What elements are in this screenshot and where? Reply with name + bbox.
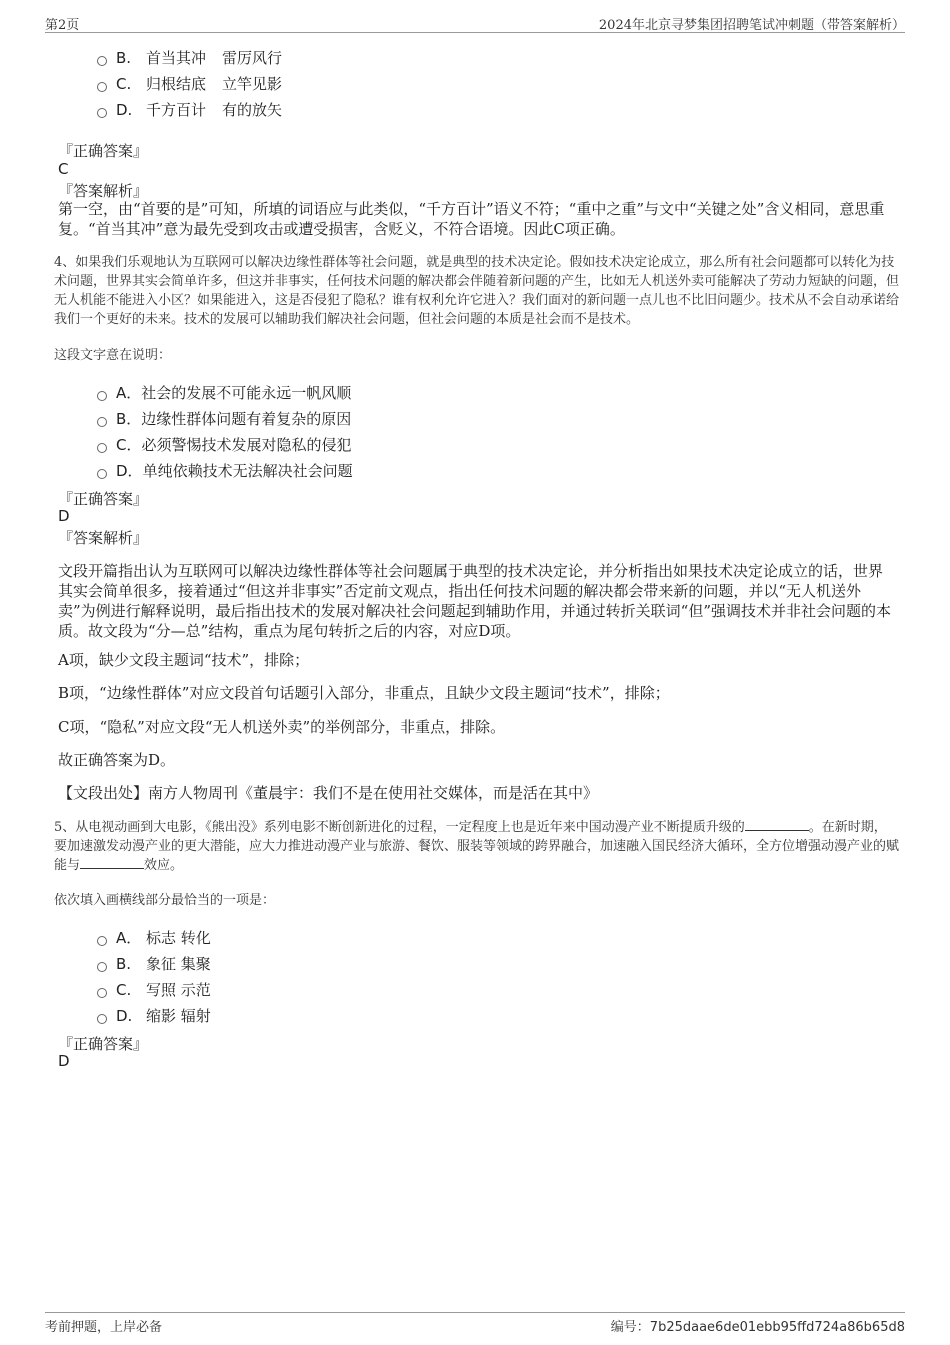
option-item[interactable]: A．社会的发展不可能永远一帆风顺 — [97, 382, 351, 403]
answer-value: C — [58, 160, 69, 178]
radio-icon[interactable] — [97, 108, 107, 118]
option-item[interactable]: C. 归根结底 立竿见影 — [97, 73, 282, 94]
option-item[interactable]: C. 写照 示范 — [97, 979, 211, 1000]
fill-blank — [80, 856, 144, 869]
answer-label: 『正确答案』 — [58, 142, 149, 160]
question-stem: 4、如果我们乐观地认为互联网可以解决边缘性群体等社会问题，就是典型的技术决定论。假如技术决定论成立，那么所有社会问题都可以转化为技术问题，世界其实会简单许多，但这并非事实，任何技术问题的解决都会伴随着新问题的产生，比如无人机送外卖可能解决了劳动力短缺的问题，但无人机能不能进入小区？如果能进入，这是否侵犯了隐私？谁有权利允许它进入？我们面对的新问题一点儿也不比旧问题少。技术从不会自动承诺给我们一个更好的未来。技术的发展可以辅助我们解决社会问题，但社会问题的本质是社会而不是技术。 — [54, 255, 900, 327]
radio-icon[interactable] — [97, 936, 107, 946]
analysis-paragraph: 文段开篇指出认为互联网可以解决边缘性群体等社会问题属于典型的技术决定论，并分析指出如果技术决定论成立的话，世界其实会简单很多，接着通过“但这并非事实”否定前文观点，指出任何技术问题的解决都会带来新的问题，并以“无人机送外卖”为例进行解释说明，最后指出技术的发展对解决社会问题起到辅助作用，并通过转折关联词“但”强调技术并非社会问题的本质。故文段为“分—总”结构，重点为尾句转折之后的内容，对应D项。 — [58, 562, 892, 640]
radio-icon[interactable] — [97, 417, 107, 427]
analysis-text: 第一空，由“首要的是”可知，所填的词语应与此类似，“千方百计”语义不符；“重中之重”与文中“关键之处”含义相同，意思重复。“首当其冲”意为最先受到攻击或遭受损害，含贬义，不符合语境。因此C项正确。 — [58, 200, 885, 238]
document-code: 编号：7b25daae6de01ebb95ffd724a86b65d8 — [610, 1320, 905, 1335]
option-item[interactable]: B．边缘性群体问题有着复杂的原因 — [97, 408, 351, 429]
question-prompt: 依次填入画横线部分最恰当的一项是： — [54, 893, 276, 908]
radio-icon[interactable] — [97, 82, 107, 92]
analysis-paragraph: 故正确答案为D。 — [58, 751, 176, 769]
option-item[interactable]: B. 首当其冲 雷厉风行 — [97, 47, 282, 68]
answer-value: D — [58, 1052, 70, 1070]
option-item[interactable]: C．必须警惕技术发展对隐私的侵犯 — [97, 434, 352, 455]
analysis-paragraph: B项，“边缘性群体”对应文段首句话题引入部分，非重点，且缺少文段主题词“技术”，排除； — [58, 684, 670, 702]
radio-icon[interactable] — [97, 469, 107, 479]
footer-slogan: 考前押题，上岸必备 — [45, 1320, 163, 1335]
radio-icon[interactable] — [97, 443, 107, 453]
page-header — [45, 12, 905, 33]
radio-icon[interactable] — [97, 391, 107, 401]
fill-blank — [745, 818, 809, 831]
analysis-paragraph: C项，“隐私”对应文段“无人机送外卖”的举例部分，非重点，排除。 — [58, 718, 506, 736]
option-item[interactable]: D．单纯依赖技术无法解决社会问题 — [97, 460, 353, 481]
option-item[interactable]: D. 缩影 辐射 — [97, 1005, 211, 1026]
option-item[interactable]: B. 象征 集聚 — [97, 953, 211, 974]
radio-icon[interactable] — [97, 962, 107, 972]
analysis-label: 『答案解析』 — [58, 182, 149, 200]
source-citation: 【文段出处】南方人物周刊《董晨宇：我们不是在使用社交媒体，而是活在其中》 — [58, 784, 599, 802]
page-number: 第2页 — [45, 18, 80, 33]
question-prompt: 这段文字意在说明： — [54, 348, 172, 363]
analysis-label: 『答案解析』 — [58, 529, 149, 547]
answer-label: 『正确答案』 — [58, 490, 149, 508]
page-footer — [45, 1312, 905, 1337]
answer-value: D — [58, 507, 70, 525]
radio-icon[interactable] — [97, 1014, 107, 1024]
radio-icon[interactable] — [97, 988, 107, 998]
radio-icon[interactable] — [97, 56, 107, 66]
question-stem: 5、从电视动画到大电影，《熊出没》系列电影不断创新进化的过程，一定程度上也是近年来中国动漫产业不断提质升级的 。在新时期，要加速激发动漫产业的更大潜能，应大力推进动漫产业与旅游、餐饮、服装等领域的跨界融合，加速融入国民经济大循环，全方位增强动漫产业的赋能与 效应。 — [54, 820, 900, 873]
answer-label: 『正确答案』 — [58, 1035, 149, 1053]
document-title: 2024年北京寻梦集团招聘笔试冲刺题（带答案解析） — [598, 18, 905, 33]
option-item[interactable]: D. 千方百计 有的放矢 — [97, 99, 282, 120]
option-item[interactable]: A． 标志 转化 — [97, 927, 211, 948]
analysis-paragraph: A项，缺少文段主题词“技术”，排除； — [58, 651, 310, 669]
